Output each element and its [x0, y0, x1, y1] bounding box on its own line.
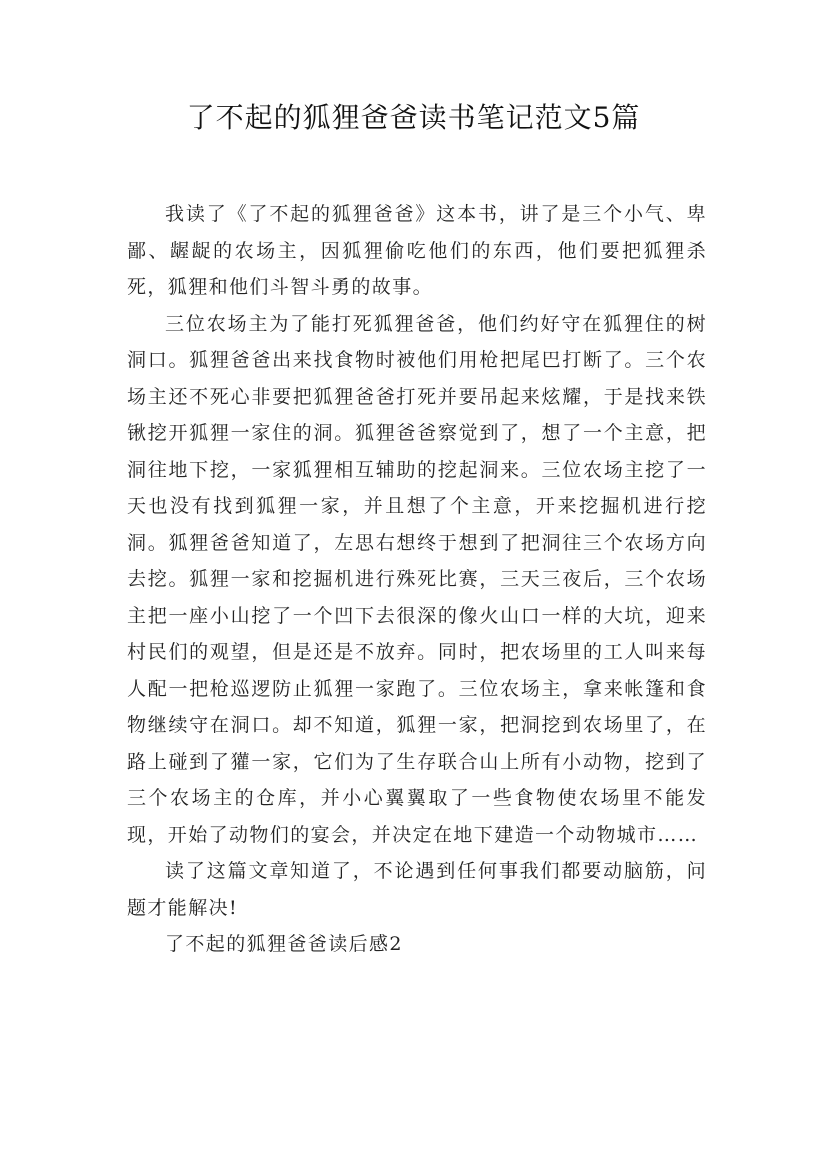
section-heading-2: 了不起的狐狸爸爸读后感2 [165, 933, 403, 955]
paragraph-story: 三位农场主为了能打死狐狸爸爸，他们约好守在狐狸住的树洞口。狐狸爸爸出来找食物时被他们用枪把尾巴打断了。三个农场主还不死心非要把狐狸爸爸打死并要吊起来炫耀，于是找来铁锹挖开狐狸一家住的洞。狐狸爸爸察觉到了，想了一个主意，把洞往地下挖，一家狐狸相互辅助的挖起洞来。三位农场主挖了一天也没有找到狐狸一家，并且想了个主意，开来挖掘机进行挖洞。狐狸爸爸知道了，左思右想终于想到了把洞往三个农场方向去挖。狐狸一家和挖掘机进行殊死比赛，三天三夜后，三个农场主把一座小山挖了一个凹下去很深的像火山口一样的大坑，迎来村民们的观望，但是还是不放弃。同时，把农场里的工人叫来每人配一把枪巡逻防止狐狸一家跑了。三位农场主，拿来帐篷和食物继续守在洞口。却不知道，狐狸一家，把洞挖到农场里了，在路上碰到了獾一家，它们为了生存联合山上所有小动物，挖到了三个农场主的仓库，并小心翼翼取了一些食物使农场里不能发现，开始了动物们的宴会，并决定在地下建造一个动物城市…… [127, 312, 707, 846]
document-title: 了不起的狐狸爸爸读书笔记范文5篇 [186, 101, 641, 134]
paragraph-conclusion: 读了这篇文章知道了，不论遇到任何事我们都要动脑筋，问题才能解决! [127, 860, 707, 919]
paragraph-intro: 我读了《了不起的狐狸爸爸》这本书，讲了是三个小气、卑鄙、龌龊的农场主，因狐狸偷吃他们的东西，他们要把狐狸杀死，狐狸和他们斗智斗勇的故事。 [127, 203, 707, 298]
document-body [127, 196, 707, 963]
